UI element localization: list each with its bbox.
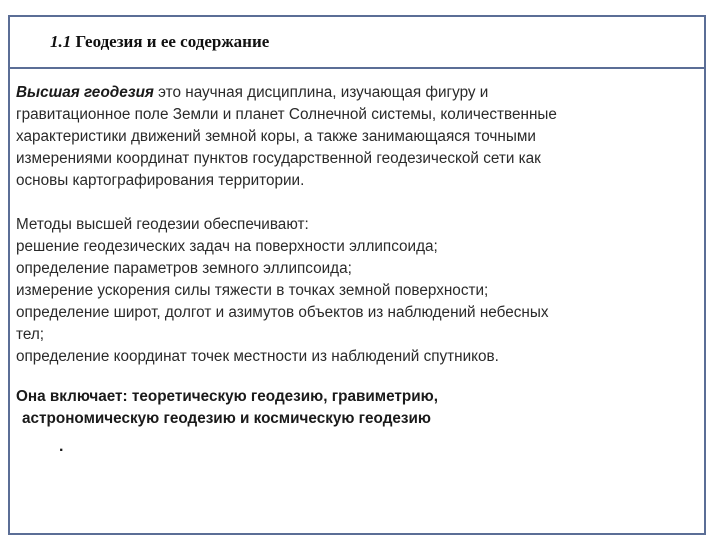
methods-item: тел; xyxy=(16,326,45,343)
definition-line-3: характеристики движений земной коры, а также занимающаяся точными xyxy=(16,128,536,145)
title-text: Геодезия и ее содержание xyxy=(75,32,270,51)
definition-line-2: гравитационное поле Земли и планет Солнечной системы, количественные xyxy=(16,106,557,123)
includes-line-1: Она включает: теоретическую геодезию, гравиметрию, xyxy=(16,388,438,405)
definition-line-1: это научная дисциплина, изучающая фигуру и xyxy=(153,84,489,101)
definition-term: Высшая геодезия xyxy=(16,84,154,101)
definition-line-5: основы картографирования территории. xyxy=(16,172,305,189)
title-number: 1.1 xyxy=(50,32,72,51)
trailing-mark: . xyxy=(59,438,64,455)
methods-heading: Методы высшей геодезии обеспечивают: xyxy=(16,216,309,233)
slide-title xyxy=(50,32,269,52)
methods-list xyxy=(16,236,682,368)
methods-item: решение геодезических задач на поверхности эллипсоида; xyxy=(16,238,438,255)
includes-paragraph xyxy=(16,386,682,430)
methods-item: определение широт, долгот и азимутов объектов из наблюдений небесных xyxy=(16,304,549,321)
slide-content xyxy=(16,82,682,430)
definition-line-4: измерениями координат пунктов государственной геодезической сети как xyxy=(16,150,541,167)
title-bar xyxy=(10,17,704,69)
includes-line-2: астрономическую геодезию и космическую геодезию xyxy=(22,410,431,427)
methods-item: определение координат точек местности из наблюдений спутников. xyxy=(16,348,499,365)
methods-item: определение параметров земного эллипсоида; xyxy=(16,260,352,277)
methods-item: измерение ускорения силы тяжести в точках земной поверхности; xyxy=(16,282,489,299)
definition-paragraph xyxy=(16,82,682,192)
